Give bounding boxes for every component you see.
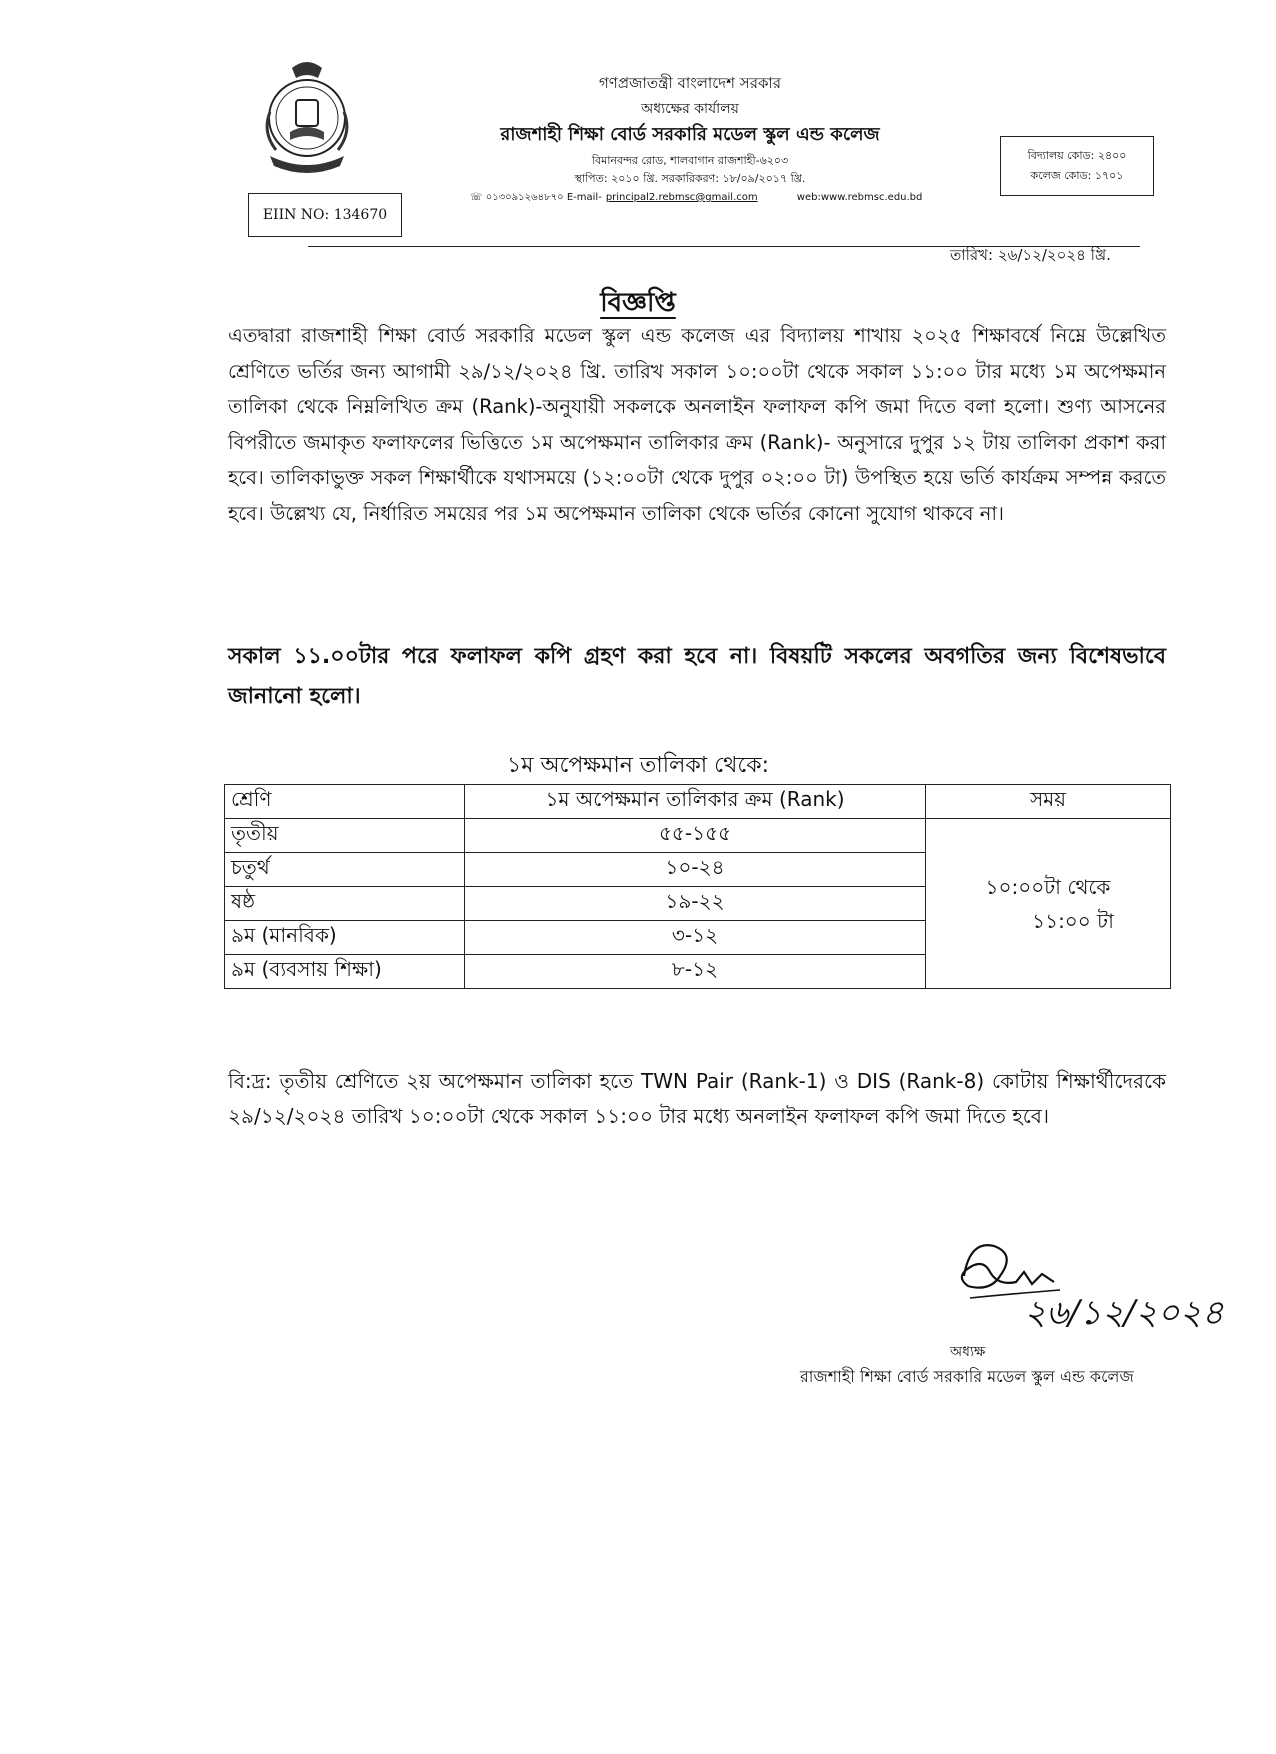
rank-table <box>224 784 1171 989</box>
row-rank: ৫৫-১৫৫ <box>465 819 926 853</box>
row-class: তৃতীয় <box>225 819 465 853</box>
web-link[interactable]: web:www.rebmsc.edu.bd <box>796 192 923 203</box>
header-class: শ্রেণি <box>225 785 465 819</box>
row-rank: ১৯-২২ <box>465 887 926 921</box>
table-row <box>225 819 1171 853</box>
office-line: অধ্যক্ষের কার্যালয় <box>641 101 739 117</box>
school-logo <box>252 52 362 182</box>
time-line-2: ১১:০০ টা <box>1032 908 1114 933</box>
signature-date: ২৬/১২/২০২৪ <box>1024 1293 1224 1333</box>
signature <box>950 1236 1224 1356</box>
signatory-title: অধ্যক্ষ <box>950 1344 986 1360</box>
eiin-box: EIIN NO: 134670 <box>248 193 402 237</box>
time-line-1: ১০:০০টা থেকে <box>985 874 1111 899</box>
row-rank: ৮-১২ <box>465 955 926 989</box>
row-rank: ১০-২৪ <box>465 853 926 887</box>
notice-title-text: বিজ্ঞপ্তি <box>600 288 676 318</box>
code-box <box>1000 136 1154 196</box>
contact-line <box>470 190 922 207</box>
school-code: বিদ্যালয় কোড: ২৪০০ <box>1027 149 1127 162</box>
email-link[interactable]: principal2.rebmsc@gmail.com <box>605 192 758 203</box>
government-line: গণপ্রজাতন্ত্রী বাংলাদেশ সরকার <box>598 74 782 92</box>
institution-name: রাজশাহী শিক্ষা বোর্ড সরকারি মডেল স্কুল এন্ড কলেজ <box>500 124 880 145</box>
college-code: কলেজ কোড: ১৭০১ <box>1030 169 1124 182</box>
email-label: E-mail- <box>566 192 602 203</box>
row-rank: ৩-১২ <box>465 921 926 955</box>
row-class: ষষ্ঠ <box>225 887 465 921</box>
row-class: ৯ম (মানবিক) <box>225 921 465 955</box>
notice-date: তারিখ: ২৬/১২/২০২৪ খ্রি. <box>950 246 1111 264</box>
table-header-row <box>225 785 1171 819</box>
bold-notice: সকাল ১১.০০টার পরে ফলাফল কপি গ্রহণ করা হবে না। বিষয়টি সকলের অবগতির জন্য বিশেষভাবে জানানো হলো। <box>228 644 1166 709</box>
row-class: চতুর্থ <box>225 853 465 887</box>
address-line: বিমানবন্দর রোড, শালবাগান রাজশাহী-৬২০৩ <box>591 154 789 167</box>
header-time: সময় <box>926 785 1171 819</box>
time-cell <box>926 819 1171 989</box>
header-rank: ১ম অপেক্ষমান তালিকার ক্রম (Rank) <box>465 785 926 819</box>
signatory-institution: রাজশাহী শিক্ষা বোর্ড সরকারি মডেল স্কুল এন্ড কলেজ <box>800 1367 1134 1386</box>
footnote: বি:দ্র: তৃতীয় শ্রেণিতে ২য় অপেক্ষমান তালিকা হতে TWN Pair (Rank-1) ও DIS (Rank-8) কোটায় শিক্ষার্থীদেরকে ২৯/১২/২০২৪ তারিখ ১০:০০টা থেকে সকাল ১১:০০ টার মধ্যে অনলাইন ফলাফল কপি জমা দিতে হবে। <box>228 1069 1166 1128</box>
established-line: স্থাপিত: ২০১০ খ্রি. সরকারিকরণ: ১৮/০৯/২০১৭ খ্রি. <box>574 172 806 185</box>
body-paragraph: এতদ্বারা রাজশাহী শিক্ষা বোর্ড সরকারি মডেল স্কুল এন্ড কলেজ এর বিদ্যালয় শাখায় ২০২৫ শিক্ষাবর্ষে নিম্নে উল্লেখিত শ্রেণিতে ভর্তির জন্য আগামী ২৯/১২/২০২৪ খ্রি. তারিখ সকাল ১০:০০টা থেকে সকাল ১১:০০ টার মধ্যে ১ম অপেক্ষমান তালিকা থেকে নিম্নলিখিত ক্রম (Rank)-অনুযায়ী সকলকে অনলাইন ফলাফল কপি জমা দিতে বলা হলো। শুণ্য আসনের বিপরীতে জমাকৃত ফলাফলের ভিত্তিতে ১ম অপেক্ষমান তালিকার ক্রম (Rank)- অনুসারে দুপুর ১২ টায় তালিকা প্রকাশ করা হবে। তালিকাভুক্ত সকল শিক্ষার্থীকে যথাসময়ে (১২:০০টা থেকে দুপুর ০২:০০ টা) উপস্থিত হয়ে ভর্তি কার্যক্রম সম্পন্ন করতে হবে। উল্লেখ্য যে, নির্ধারিত সময়ের পর ১ম অপেক্ষমান তালিকা থেকে ভর্তির কোনো সুযোগ থাকবে না। <box>228 324 1166 525</box>
row-class: ৯ম (ব্যবসায় শিক্ষা) <box>225 955 465 989</box>
table-caption: ১ম অপেক্ষমান তালিকা থেকে: <box>506 753 769 778</box>
phone-number: ০১৩০৯১২৬৪৮৭০ <box>485 192 564 203</box>
phone-icon: ☏ <box>470 192 486 203</box>
